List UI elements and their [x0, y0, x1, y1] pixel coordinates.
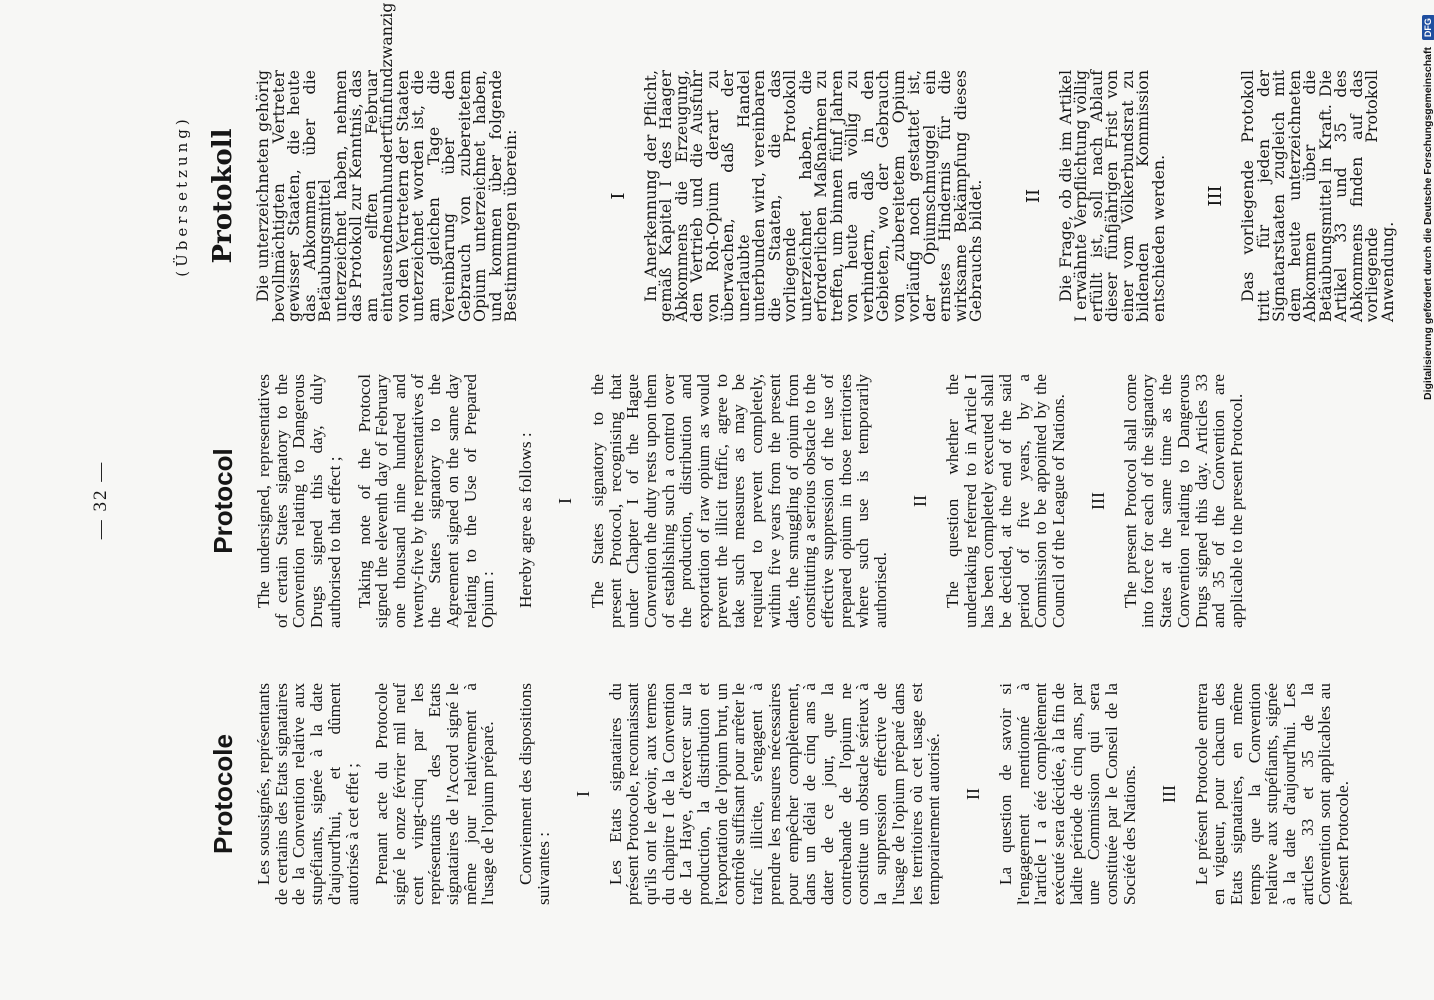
german-article-1: In Anerkennung der Pflicht, gemäß Kapitel I des Haager Abkommens die Erzeugung, den Vertrieb und die Ausfuhr von Roh-Opium derart zu überwachen, daß der unerlaubte Handel unterbunden wird, vereinbaren die Staaten, die das vorliegende Protokoll unterzeichnet haben, die erforderlichen Maßnahmen zu treffen, um binnen fünf Jahren von heute an völlig zu verhindern, daß in den Gebieten, wo der Gebrauch von zubereitetem Opium vorläufig noch gestattet ist, der Opiumschmuggel ein ernstes Hindernis für die wirksame Bekämpfung dieses Gebrauchs bildet. [640, 70, 985, 322]
english-article-1: The States signatory to the present Protocol, recognising that under Chapter I of the Hague Convention the duty rests upon them of establishing such a control over the production, distribution and exportation of raw opium as would prevent the illicit traffic, agree to take such measures as may be required to prevent completely, within five years from the present date, the smuggling of opium from constituting a serious obstacle to the effective suppression of the use of prepared opium in those territories where such use is temporarily authorised. [587, 374, 891, 628]
german-article-1-number: I [607, 192, 629, 200]
french-article-3-number: III [1158, 785, 1179, 803]
german-title: Protokoll [208, 128, 238, 264]
german-preamble: Die unterzeichneten gehörig bevollmächtigten Vertreter gewisser Staaten, die heute das Abkommen über die Betäubungsmittel unterzeichnet haben, nehmen das Protokoll zur Kenntnis, das am elften Februar eintausendneunhundertfünfundzwanzig von den Vertretern der Staaten unterzeichnet worden ist, die am gleichen Tage die Vereinbarung über den Gebrauch von zubereitetem Opium unterzeichnet haben, und kommen über folgende Bestimmungen überein: [253, 2, 520, 322]
english-preamble-3: Hereby agree as follows : [516, 432, 536, 608]
french-preamble-2: Prenant acte du Protocole signé le onze février mil neuf cent vingt-cinq par les représentants des Etats signataires de l'Accord signé le même jour relativement à l'usage de l'opium préparé. [372, 683, 498, 905]
french-article-3: Le présent Protocole entrera en vigueur, pour chacun des Etats signataires, en même temps que la Convention relative aux stupéfiants, signée à la date d'aujourd'hui. Les articles 33 et 35 de la Convention sont applicables au présent Protocole. [1191, 683, 1353, 905]
english-preamble-2: Taking note of the Protocol signed the eleventh day of February one thousand nine hundred and twenty-five by the representatives of the States signatory to the Agreement signed on the same day relating to the Use of Prepared Opium : [354, 374, 498, 628]
english-article-2: The question whether the undertaking referred to in Article I has been completely executed shall be decided, at the end of the said period of five years, by a Commission to be appointed by the Council of the League of Nations. [942, 374, 1069, 628]
french-article-2: La question de savoir si l'engagement mentionné à l'article I a été complètement exécuté sera décidée, à la fin de ladite période de cinq ans, par une Commission qui sera constituée par le Conseil de la Société des Nations. [995, 683, 1139, 905]
english-article-1-number: I [554, 498, 575, 504]
english-title: Protocol [208, 448, 238, 554]
english-article-2-number: II [909, 495, 930, 507]
french-article-1: Les Etats signataires du présent Protocole, reconnaissant qu'ils ont le devoir, aux termes du chapitre I de la Convention de La Haye, d'exercer sur la production, la distribution et l'exportation de l'opium brut, un contrôle suffisant pour arrêter le trafic illicite, s'engagent à prendre les mesures nécessaires pour empêcher complètement, dans un délai de cinq ans à dater de ce jour, que la contrebande de l'opium ne constitue un obstacle sérieux à la suppression effective de l'usage de l'opium préparé dans les territoires où cet usage est temporairement autorisé. [605, 683, 944, 905]
dfg-logo: DFG [1422, 15, 1434, 40]
french-article-1-number: I [572, 791, 593, 797]
french-preamble-3: Conviennent des dispositions suivantes : [516, 683, 553, 905]
german-article-3-number: III [1205, 185, 1226, 207]
german-article-2: Die Frage, ob die im Artikel I erwähnte Verpflichtung völlig erfüllt ist, soll nach Ablauf dieser fünfjährigen Frist von einer vom Völkerbundsrat zu bildenden Kommission entschieden werden. [1055, 70, 1168, 322]
french-article-2-number: II [962, 788, 983, 800]
german-translation-note: (Übersetzung) [173, 115, 191, 277]
french-title: Protocole [208, 734, 238, 854]
english-article-3: The present Protocol shall come into force for each of the signatory States at the same time as the Convention relating to Dangerous Drugs signed this day. Articles 33 and 35 of the Convention are applicable to the present Protocol. [1120, 374, 1246, 628]
english-preamble-1: The undersigned, representatives of certain States signatory to the Convention relating to Dangerous Drugs signed this day, duly authorised to that effect ; [254, 374, 344, 628]
german-column [173, 2, 1397, 322]
german-article-2-number: II [1022, 188, 1044, 204]
page-number: — 32 — [90, 460, 111, 540]
english-column [205, 374, 1246, 628]
digitization-note: Digitalisierung gefördert durch die Deutsche Forschungsgemeinschaft [1422, 47, 1434, 400]
english-article-3-number: III [1087, 492, 1108, 510]
digitization-credit [1418, 0, 1434, 1000]
german-article-3: Das vorliegende Protokoll tritt für jeden der Signatarstaaten zugleich mit dem heute unterzeichneten Abkommen über die Betäubungsmittel in Kraft. Die Artikel 33 und 35 des Abkommens finden auf das vorliegende Protokoll Anwendung. [1238, 70, 1397, 322]
french-column [205, 683, 1352, 905]
french-preamble-1: Les soussignés, représentants de certains des Etats signataires de la Convention relative aux stupéfiants, signée à la date d'aujourd'hui, et dûment autorisés à cet effet ; [254, 683, 362, 905]
digitization-sidebar [1416, 0, 1434, 1000]
